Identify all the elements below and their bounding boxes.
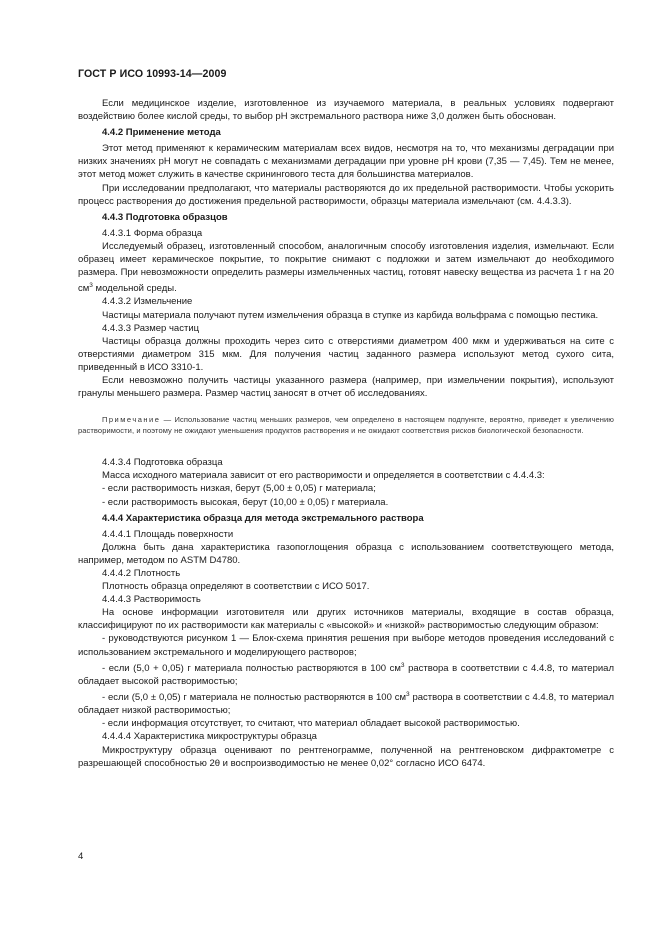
- page-number: 4: [78, 851, 84, 862]
- subsection-label-4-4-3-2: 4.4.3.2 Измельчение: [102, 296, 193, 308]
- paragraph: Если медицинское изделие, изготовленное из изучаемого материала, в реальных условиях подвергают воздействию более кислой среды, то выбор pH экстремального раствора ниже 3,0 должен быть обоснован.: [78, 98, 614, 123]
- superscript: 3: [400, 661, 405, 669]
- note-text: — Использование частиц меньших размеров, чем определено в настоящем подпункте, вероятно, приведет к увеличению растворимости, и поэтому не ожидают уменьшения продуктов растворения и не ожидают соответствия рисков биологической безопасности.: [78, 415, 614, 436]
- subsection-label-4-4-4-4: 4.4.4.4 Характеристика микроструктуры образца: [102, 731, 317, 743]
- paragraph: Плотность образца определяют в соответствии с ИСО 5017.: [102, 581, 370, 593]
- unit-text: см: [78, 283, 90, 295]
- text-run: раствора в соответствии с 4.4.8, то материал обладает низкой растворимостью;: [78, 692, 615, 717]
- text-run: раствора в соответствии с 4.4.8, то материал обладает высокой растворимостью;: [78, 662, 614, 687]
- subsection-label-4-4-4-1: 4.4.4.1 Площадь поверхности: [102, 528, 234, 540]
- paragraph: На основе информации изготовителя или других источников материалы, входящие в состав образца, классифицируют по их растворимости как материалы с «высокой» и «низкой» растворимостью следующим образом:: [78, 607, 614, 632]
- subsection-label-4-4-3-4: 4.4.3.4 Подготовка образца: [102, 457, 223, 469]
- paragraph: Если невозможно получить частицы указанного размера (например, при измельчении покрытия), используют гранулы меньшего размера. Размер частиц заносят в отчет об исследованиях.: [78, 375, 614, 400]
- text-run: - если (5,0 + 0,05) г материала полностью растворяются в 100: [102, 662, 387, 674]
- text-run: модельной среды.: [92, 283, 177, 295]
- paragraph: Частицы материала получают путем измельчения образца в ступке из карбида вольфрама с помощью пестика.: [102, 309, 599, 321]
- text-run: Исследуемый образец, изготовленный способом, аналогичным способу изготовления изделия, измельчают. Если образец имеет керамическое покрытие, то покрытие снимают с подложки и затем измельчают до необходимого размера. При невозможности определить размеры измельченных частиц, готовят навеску вещества из расчета 1 г на 20: [78, 240, 614, 279]
- section-heading-4-4-4: 4.4.4 Характеристика образца для метода экстремального раствора: [102, 512, 424, 524]
- superscript: 3: [406, 690, 410, 698]
- paragraph: [78, 240, 614, 296]
- document-header: ГОСТ Р ИСО 10993-14—2009: [78, 68, 227, 80]
- note: [78, 414, 614, 436]
- subsection-label-4-4-3-1: 4.4.3.1 Форма образца: [102, 227, 203, 239]
- list-item: - если растворимость низкая, берут (5,00 ± 0,05) г материала;: [102, 483, 376, 495]
- subsection-label-4-4-4-2: 4.4.4.2 Плотность: [102, 567, 181, 579]
- unit-text: см: [386, 662, 401, 674]
- document-body: [78, 97, 614, 770]
- paragraph: При исследовании предполагают, что материалы растворяются до их предельной растворимости. Чтобы ускорить процесс растворения до достижения предельной растворимости, образцы материала измельчают (см. 4.4.3.3).: [78, 182, 614, 207]
- unit-text: см: [391, 692, 406, 704]
- note-label: Примечание: [102, 415, 161, 425]
- subsection-label-4-4-3-3: 4.4.3.3 Размер частиц: [102, 322, 200, 334]
- list-item: - если информация отсутствует, то считают, что материал обладает высокой растворимостью.: [102, 718, 520, 730]
- section-heading-4-4-2: 4.4.2 Применение метода: [102, 127, 221, 139]
- list-item: [78, 688, 614, 717]
- list-item: - если растворимость высокая, берут (10,00 ± 0,05) г материала.: [102, 496, 389, 508]
- paragraph: Масса исходного материала зависит от его растворимости и определяется в соответствии с 4.4.4.3:: [102, 470, 545, 482]
- paragraph: Должна быть дана характеристика газопоглощения образца с использованием соответствующего метода, например, методом по ASTM D4780.: [78, 541, 614, 566]
- paragraph: Частицы образца должны проходить через сито с отверстиями диаметром 400 мкм и удерживаться на сите с отверстиями диаметром 315 мкм. Для получения частиц заданного размера используют метод сухого сита, приведенный в ИСО 3310-1.: [78, 335, 614, 373]
- text-run: - если (5,0 ± 0,05) г материала не полностью растворяются в 100: [102, 692, 392, 704]
- section-heading-4-4-3: 4.4.3 Подготовка образцов: [102, 211, 228, 223]
- list-item: [78, 659, 614, 688]
- superscript: 3: [89, 282, 93, 290]
- list-item: - руководствуются рисунком 1 — Блок-схема принятия решения при выборе методов проведения исследований с использованием экстремального и моделирующего растворов;: [78, 633, 614, 658]
- subsection-label-4-4-4-3: 4.4.4.3 Растворимость: [102, 594, 201, 606]
- paragraph: Этот метод применяют к керамическим материалам всех видов, несмотря на то, что механизмы деградации при низких значениях pH могут не совпадать с механизмами деградации при уровне pH крови (7,35 — 7,45). Тем не менее, этот метод может служить в качестве скринингового теста для большинства материалов.: [78, 143, 614, 181]
- paragraph: Микроструктуру образца оценивают по рентгенограмме, полученной на рентгеновском дифрактометре с разрешающей способностью 2θ и воспроизводимостью не менее 0,02° согласно ИСО 6474.: [78, 744, 614, 769]
